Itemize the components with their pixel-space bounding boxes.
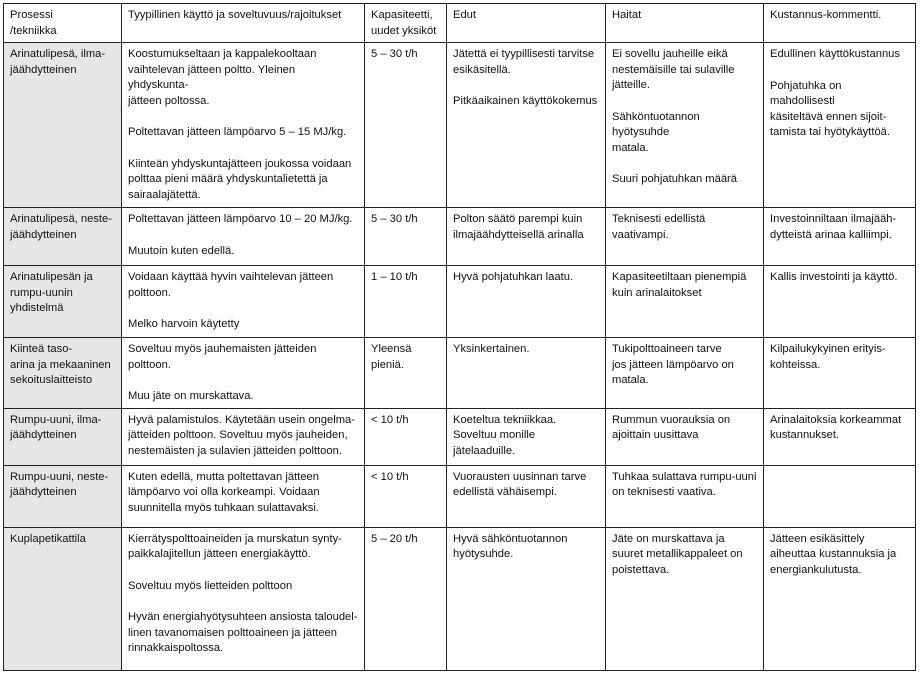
text-line: suuret metallikappaleet on: [612, 548, 743, 560]
text-line: esikäsitellä.: [453, 63, 511, 76]
text-line: aiheuttaa kustannuksia ja: [770, 548, 897, 560]
text-line: 5 – 30 t/h: [371, 213, 418, 225]
text-line: tamista tai hyötykäyttöä.: [770, 126, 891, 138]
incineration-comparison-table: [3, 3, 916, 671]
text-line: linen tavanomaisen polttoaineen ja jätteen: [128, 626, 337, 639]
col-header-process: [4, 4, 122, 43]
cell-paragraph: [453, 342, 599, 358]
text-line: Hyvä sähköntuotannon: [453, 532, 568, 545]
cell-paragraph: [128, 125, 358, 141]
cell-pros: [447, 408, 606, 465]
cell-paragraph: [612, 342, 757, 389]
cell-cons: [606, 43, 764, 208]
text-line: Soveltuu monille jätelaaduille.: [453, 429, 536, 457]
cell-paragraph: [770, 342, 909, 373]
cell-cons: [606, 408, 764, 465]
text-line: Kapasiteetiltaan pienempiä: [612, 271, 747, 283]
cell-usage: [122, 266, 365, 338]
cell-paragraph: [770, 413, 909, 444]
cell-paragraph: [612, 172, 757, 188]
cell-paragraph: [453, 413, 599, 460]
text-line: 5 – 20 t/h: [371, 532, 418, 545]
text-line: < 10 t/h: [371, 470, 409, 483]
cell-usage: [122, 408, 365, 465]
cell-paragraph: [128, 212, 358, 228]
text-line: jätteiden polttoon. Soveltuu myös jauheiden,: [128, 429, 348, 441]
text-line: käsiteltävä ennen sijoit-: [770, 110, 887, 123]
text-line: Sähköntuotannon hyötysuhde: [612, 110, 700, 138]
text-line: lämpöarvo voi olla korkeampi. Voidaan: [128, 486, 320, 498]
text-line: jäähdytteinen: [10, 228, 77, 241]
text-line: 1 – 10 t/h: [371, 271, 418, 283]
text-line: vaihtelevan jätteen poltto. Yleinen yhdyskunta-: [128, 63, 296, 91]
text-line: pieniä.: [371, 358, 404, 371]
text-line: Rumpu-uuni, ilma-: [10, 413, 102, 426]
cell-cons: [606, 527, 764, 670]
text-line: jätteen poltossa.: [128, 94, 210, 107]
text-line: Yleensä: [371, 343, 412, 355]
text-line: < 10 t/h: [371, 413, 409, 426]
cell-paragraph: [371, 212, 440, 228]
cell-paragraph: [770, 270, 909, 286]
cell-pros: [447, 338, 606, 409]
text-line: Soveltuu myös jauhemaisten jätteiden polttoon.: [128, 343, 317, 371]
cell-pros: [447, 527, 606, 670]
cell-paragraph: [128, 342, 358, 373]
cell-cost: [764, 208, 916, 266]
text-line: polttaa pieni määrä yhdyskuntalietettä ja: [128, 173, 328, 185]
text-line: arina ja mekaaninen: [10, 358, 111, 371]
text-line: Jäte on murskattava ja: [612, 532, 725, 545]
cell-paragraph: [612, 270, 757, 301]
cell-paragraph: [128, 317, 358, 333]
text-line: Voidaan käyttää hyvin vaihtelevan jätteen: [128, 271, 334, 283]
text-line: hyötysuhde.: [453, 548, 514, 560]
cell-cons: [606, 266, 764, 338]
cell-paragraph: [371, 270, 440, 286]
cell-usage: [122, 338, 365, 409]
text-line: 5 – 30 t/h: [371, 48, 418, 60]
cell-capacity: [365, 43, 447, 208]
text-line: Kuplapetikattila: [10, 532, 86, 545]
cell-capacity: [365, 465, 447, 527]
text-line: nestemäisten ja sulavien jätteiden polttoon.: [128, 444, 342, 457]
text-line: Hyvä pohjatuhkan laatu.: [453, 271, 574, 283]
cell-paragraph: [128, 470, 358, 517]
cell-paragraph: [612, 413, 757, 444]
cell-paragraph: [453, 470, 599, 501]
cell-paragraph: [612, 110, 757, 157]
text-line: vaativampi.: [612, 228, 669, 241]
document-page: [3, 3, 916, 671]
cell-capacity: [365, 338, 447, 409]
table-row: [4, 408, 916, 465]
cell-paragraph: [128, 389, 358, 405]
col-header-usage: [122, 4, 365, 43]
text-line: Vuorausten uusinnan tarve: [453, 470, 587, 483]
text-line: Poltettavan jätteen lämpöarvo 10 – 20 MJ/kg.: [128, 213, 353, 225]
cell-paragraph: [453, 212, 599, 243]
text-line: Koostumukseltaan ja kappalekooltaan: [128, 48, 317, 60]
cell-cost: [764, 43, 916, 208]
text-line: Hyvän energiahyötysuhteen ansiosta taloudel-: [128, 611, 358, 623]
cell-paragraph: [128, 270, 358, 301]
text-line: ilmajäähdytteisellä arinalla: [453, 228, 584, 241]
cell-pros: [447, 43, 606, 208]
col-header-cons: [606, 4, 764, 43]
cell-paragraph: [612, 212, 757, 243]
cell-process: [4, 208, 122, 266]
text-line: matala.: [612, 141, 649, 154]
text-line: sairaalajätettä.: [128, 188, 201, 201]
text-line: Rummun vuorauksia on: [612, 413, 731, 426]
cell-usage: [122, 43, 365, 208]
text-line: Teknisesti edellistä: [612, 213, 706, 225]
text-line: polttoon.: [128, 286, 171, 299]
cell-process: [4, 43, 122, 208]
text-line: Melko harvoin käytetty: [128, 318, 240, 330]
cell-cons: [606, 208, 764, 266]
text-line: Jätteen esikäsittely: [770, 532, 865, 545]
text-line: Pitkäaikainen käyttökokemus: [453, 95, 598, 107]
cell-paragraph: [453, 94, 599, 110]
text-line: suunnitella myös tuhkaan sulattavaksi.: [128, 501, 319, 514]
col-header-capacity: [365, 4, 447, 43]
cell-process: [4, 338, 122, 409]
text-line: Polton säätö parempi kuin: [453, 213, 583, 225]
cell-process: [4, 527, 122, 670]
cell-cost: [764, 465, 916, 527]
text-line: Kustannus-kommentti.: [770, 9, 882, 21]
text-line: Soveltuu myös lietteiden polttoon: [128, 579, 293, 592]
cell-cost: [764, 527, 916, 670]
text-line: Kuten edellä, mutta poltettavan jätteen: [128, 470, 319, 483]
cell-paragraph: [128, 47, 358, 109]
cell-paragraph: [128, 610, 358, 657]
text-line: Tyypillinen käyttö ja soveltuvuus/rajoitukset: [128, 9, 342, 21]
text-line: rinnakkaispoltossa.: [128, 642, 224, 654]
text-line: kuin arinalaitokset: [612, 286, 702, 299]
text-line: /tekniikka: [10, 24, 57, 37]
table-row: [4, 465, 916, 527]
cell-paragraph: [612, 47, 757, 94]
cell-paragraph: [770, 79, 909, 141]
text-line: jätteille.: [612, 79, 650, 91]
cell-paragraph: [453, 47, 599, 78]
text-line: matala.: [612, 374, 649, 386]
cell-cost: [764, 266, 916, 338]
text-line: nestemäisille tai sulaville: [612, 63, 735, 76]
cell-paragraph: [770, 47, 909, 63]
cell-capacity: [365, 266, 447, 338]
text-line: jäähdytteinen: [10, 63, 77, 76]
cell-process: [4, 408, 122, 465]
text-line: Kiinteän yhdyskuntajätteen joukossa voidaan: [128, 157, 352, 170]
text-line: Investoinniltaan ilmajääh-: [770, 213, 897, 225]
cell-paragraph: [371, 47, 440, 63]
text-line: Arinalaitoksia korkeammat: [770, 413, 902, 426]
text-line: Prosessi: [10, 9, 53, 21]
text-line: jäähdytteinen: [10, 429, 77, 441]
cell-paragraph: [128, 244, 358, 260]
table-row: [4, 338, 916, 409]
cell-paragraph: [612, 532, 757, 579]
cell-usage: [122, 465, 365, 527]
cell-paragraph: [371, 413, 440, 429]
col-header-pros: [447, 4, 606, 43]
text-line: jos jätteen lämpöarvo on: [612, 358, 734, 371]
text-line: Tuhkaa sulattava rumpu-uuni: [612, 470, 757, 483]
table-row: [4, 43, 916, 208]
cell-pros: [447, 465, 606, 527]
text-line: ajoittain uusittava: [612, 429, 699, 441]
table-row: [4, 266, 916, 338]
cell-pros: [447, 266, 606, 338]
cell-cost: [764, 408, 916, 465]
text-line: edellistä vähäisempi.: [453, 486, 557, 498]
text-line: poistettava.: [612, 563, 670, 576]
cell-paragraph: [453, 270, 599, 286]
cell-paragraph: [128, 157, 358, 204]
text-line: Suuri pohjatuhkan määrä: [612, 173, 738, 185]
text-line: Arinatulipesän ja: [10, 271, 93, 283]
text-line: Muu jäte on murskattava.: [128, 390, 254, 402]
text-line: Haitat: [612, 9, 642, 21]
cell-paragraph: [453, 532, 599, 563]
cell-paragraph: [128, 413, 358, 460]
text-line: Edullinen käyttökustannus: [770, 48, 900, 60]
cell-paragraph: [371, 470, 440, 486]
text-line: Kierrätyspolttoaineiden ja murskatun synty-: [128, 532, 342, 545]
text-line: Arinatulipesä, neste-: [10, 213, 112, 225]
col-header-cost: [764, 4, 916, 43]
text-line: rumpu-uunin: [10, 286, 73, 299]
text-line: Kiinteä taso-: [10, 343, 73, 355]
text-line: Edut: [453, 9, 477, 21]
text-line: sekoituslaitteisto: [10, 374, 93, 386]
text-line: Pohjatuhka on mahdollisesti: [770, 79, 842, 107]
text-line: jäähdytteinen: [10, 486, 77, 498]
cell-usage: [122, 208, 365, 266]
text-line: Hyvä palamistulos. Käytetään usein ongelma-: [128, 413, 355, 426]
text-line: Jätettä ei tyypillisesti tarvitse: [453, 48, 595, 60]
cell-pros: [447, 208, 606, 266]
cell-capacity: [365, 527, 447, 670]
text-line: yhdistelmä: [10, 302, 64, 314]
text-line: Kallis investointi ja käyttö.: [770, 271, 898, 283]
cell-paragraph: [128, 532, 358, 563]
cell-cons: [606, 338, 764, 409]
cell-capacity: [365, 208, 447, 266]
text-line: Poltettavan jätteen lämpöarvo 5 – 15 MJ/kg.: [128, 126, 347, 138]
cell-process: [4, 465, 122, 527]
text-line: Kilpailukykyinen erityis-: [770, 343, 886, 355]
header-row: [4, 4, 916, 43]
text-line: kustannukset.: [770, 429, 840, 441]
text-line: Kapasiteetti,: [371, 9, 433, 21]
text-line: Ei sovellu jauheille eikä: [612, 48, 728, 60]
text-line: Arinatulipesä, ilma-: [10, 48, 106, 60]
table-row: [4, 527, 916, 670]
cell-paragraph: [612, 470, 757, 501]
text-line: Koeteltua tekniikkaa.: [453, 413, 557, 426]
text-line: paikkalajitellun jätteen energiakäyttö.: [128, 548, 311, 560]
text-line: Tukipolttoaineen tarve: [612, 343, 722, 355]
text-line: on teknisesti vaativa.: [612, 486, 716, 498]
cell-usage: [122, 527, 365, 670]
cell-cost: [764, 338, 916, 409]
cell-paragraph: [371, 532, 440, 548]
text-line: energiankulutusta.: [770, 563, 862, 576]
cell-paragraph: [770, 212, 909, 243]
text-line: Yksinkertainen.: [453, 343, 530, 355]
text-line: Muutoin kuten edellä.: [128, 244, 235, 257]
cell-process: [4, 266, 122, 338]
cell-paragraph: [128, 579, 358, 595]
cell-paragraph: [770, 532, 909, 579]
text-line: uudet yksiköt: [371, 24, 437, 37]
text-line: dytteistä arinaa kalliimpi.: [770, 228, 892, 241]
table-row: [4, 208, 916, 266]
cell-cons: [606, 465, 764, 527]
text-line: Rumpu-uuni, neste-: [10, 470, 109, 483]
text-line: kohteissa.: [770, 358, 821, 371]
cell-paragraph: [371, 342, 440, 373]
cell-capacity: [365, 408, 447, 465]
